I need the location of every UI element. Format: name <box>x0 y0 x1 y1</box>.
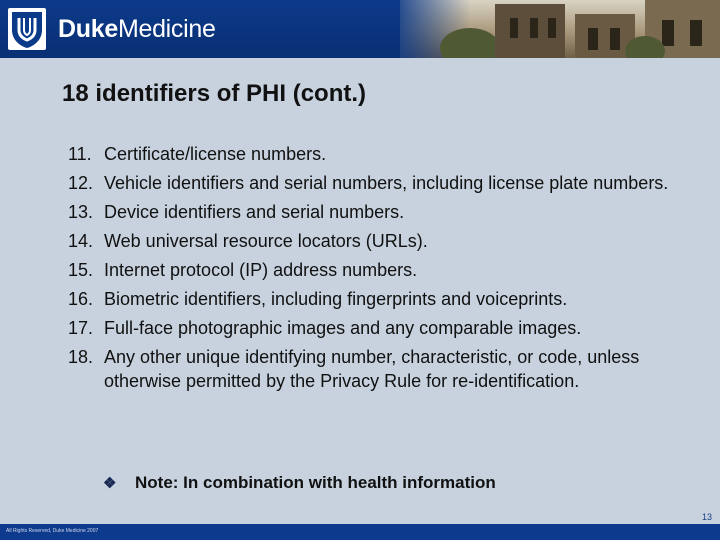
note-text: Note: In combination with health information <box>135 473 496 492</box>
list-item <box>68 172 688 196</box>
page-number: 13 <box>701 512 712 522</box>
list-item <box>68 346 688 393</box>
item-number: 15. <box>68 260 94 280</box>
brand-light: Medicine <box>117 15 216 43</box>
item-number: 18. <box>68 347 94 367</box>
header-bar <box>0 0 720 58</box>
item-text: Certificate/license numbers. <box>104 144 327 164</box>
brand-wordmark <box>58 14 216 44</box>
item-number: 16. <box>68 289 94 309</box>
item-number: 17. <box>68 318 94 338</box>
list-item <box>68 259 688 283</box>
item-text: Full-face photographic images and any comparable images. <box>104 318 582 338</box>
note-line <box>103 473 496 493</box>
item-text: Internet protocol (IP) address numbers. <box>104 260 418 280</box>
slide-title: 18 identifiers of PHI (cont.) <box>62 80 367 107</box>
list-item <box>68 288 688 312</box>
identifier-list <box>68 143 688 399</box>
item-text: Biometric identifiers, including fingerprints and voiceprints. <box>104 289 568 309</box>
item-text: Any other unique identifying number, characteristic, or code, unless otherwise permitted by the Privacy Rule for re-identification. <box>104 347 640 391</box>
copyright-text: All Rights Reserved, Duke Medicine 2007 <box>6 528 99 534</box>
header-chapel-photo <box>400 0 720 58</box>
diamond-bullet-icon: ❖ <box>103 475 117 492</box>
item-text: Device identifiers and serial numbers. <box>104 202 405 222</box>
list-item <box>68 317 688 341</box>
list-item <box>68 201 688 225</box>
brand-bold: Duke <box>58 15 118 43</box>
list-item <box>68 230 688 254</box>
duke-shield-logo-icon <box>8 8 46 50</box>
item-number: 14. <box>68 231 94 251</box>
item-number: 13. <box>68 202 94 222</box>
item-number: 11. <box>68 144 92 164</box>
footer-bar <box>0 524 720 540</box>
item-text: Vehicle identifiers and serial numbers, including license plate numbers. <box>104 173 669 193</box>
item-text: Web universal resource locators (URLs). <box>104 231 428 251</box>
item-number: 12. <box>68 173 94 193</box>
list-item <box>68 143 688 167</box>
